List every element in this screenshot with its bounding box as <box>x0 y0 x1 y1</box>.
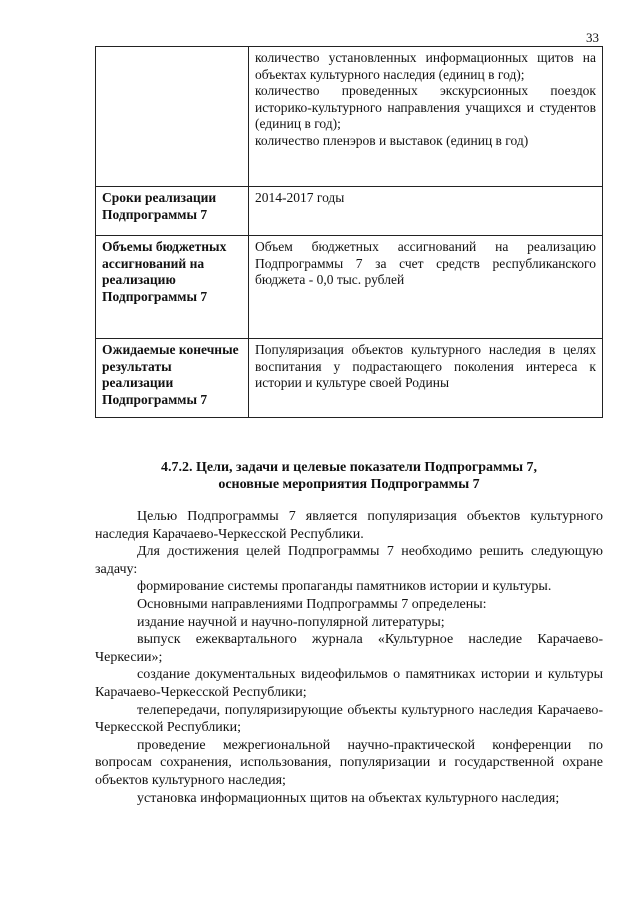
indicator-line: количество проведенных экскурсионных поездок историко-культурного направления учащихся и студентов (единиц в год); <box>255 83 596 131</box>
section-heading <box>95 459 603 493</box>
row-label: Объемы бюджетных ассигнований на реализацию Подпрограммы 7 <box>96 236 249 339</box>
page-number: 33 <box>586 30 599 45</box>
paragraph: выпуск ежеквартального журнала «Культурное наследие Карачаево-Черкесии»; <box>95 632 603 665</box>
row-label: Ожидаемые конечные результаты реализации Подпрограммы 7 <box>96 339 249 418</box>
paragraph: проведение межрегиональной научно-практической конференции по вопросам сохранения, использования, популяризации и государственной охране объектов культурного наследия; <box>95 737 603 788</box>
table-row <box>96 339 603 418</box>
paragraph: создание документальных видеофильмов о памятниках истории и культуры Карачаево-Черкесской Республики; <box>95 667 603 700</box>
table-row <box>96 187 603 236</box>
row-label <box>96 47 249 187</box>
program-passport-table <box>95 46 603 418</box>
paragraph: формирование системы пропаганды памятников истории и культуры. <box>137 579 552 595</box>
indicator-line: количество пленэров и выставок (единиц в год) <box>255 132 529 148</box>
row-value: Объем бюджетных ассигнований на реализацию Подпрограммы 7 за счет средств республиканского бюджета - 0,0 тыс. рублей <box>249 236 603 339</box>
indicator-line: количество установленных информационных щитов на объектах культурного наследия (единиц в год); <box>255 50 596 82</box>
table-row <box>96 236 603 339</box>
paragraph: Для достижения целей Подпрограммы 7 необходимо решить следующую задачу: <box>95 544 603 577</box>
table-row <box>96 47 603 187</box>
paragraph: издание научной и научно-популярной литературы; <box>137 614 445 630</box>
row-value: 2014-2017 годы <box>249 187 603 236</box>
section-heading-line: 4.7.2. Цели, задачи и целевые показатели Подпрограммы 7, <box>160 460 538 475</box>
body-text <box>95 508 603 807</box>
row-value: Популяризация объектов культурного наследия в целях воспитания у подрастающего поколения интереса к истории и культуре своей Родины <box>249 339 603 418</box>
row-value <box>249 47 603 187</box>
paragraph: телепередачи, популяризирующие объекты культурного наследия Карачаево-Черкесской Республики; <box>95 702 603 736</box>
paragraph: Целью Подпрограммы 7 является популяризация объектов культурного наследия Карачаево-Черкесской Республики. <box>95 509 603 542</box>
row-label: Сроки реализации Подпрограммы 7 <box>96 187 249 236</box>
section-heading-line: основные мероприятия Подпрограммы 7 <box>218 477 480 492</box>
paragraph: Основными направлениями Подпрограммы 7 определены: <box>137 596 487 612</box>
paragraph: установка информационных щитов на объектах культурного наследия; <box>137 790 560 806</box>
